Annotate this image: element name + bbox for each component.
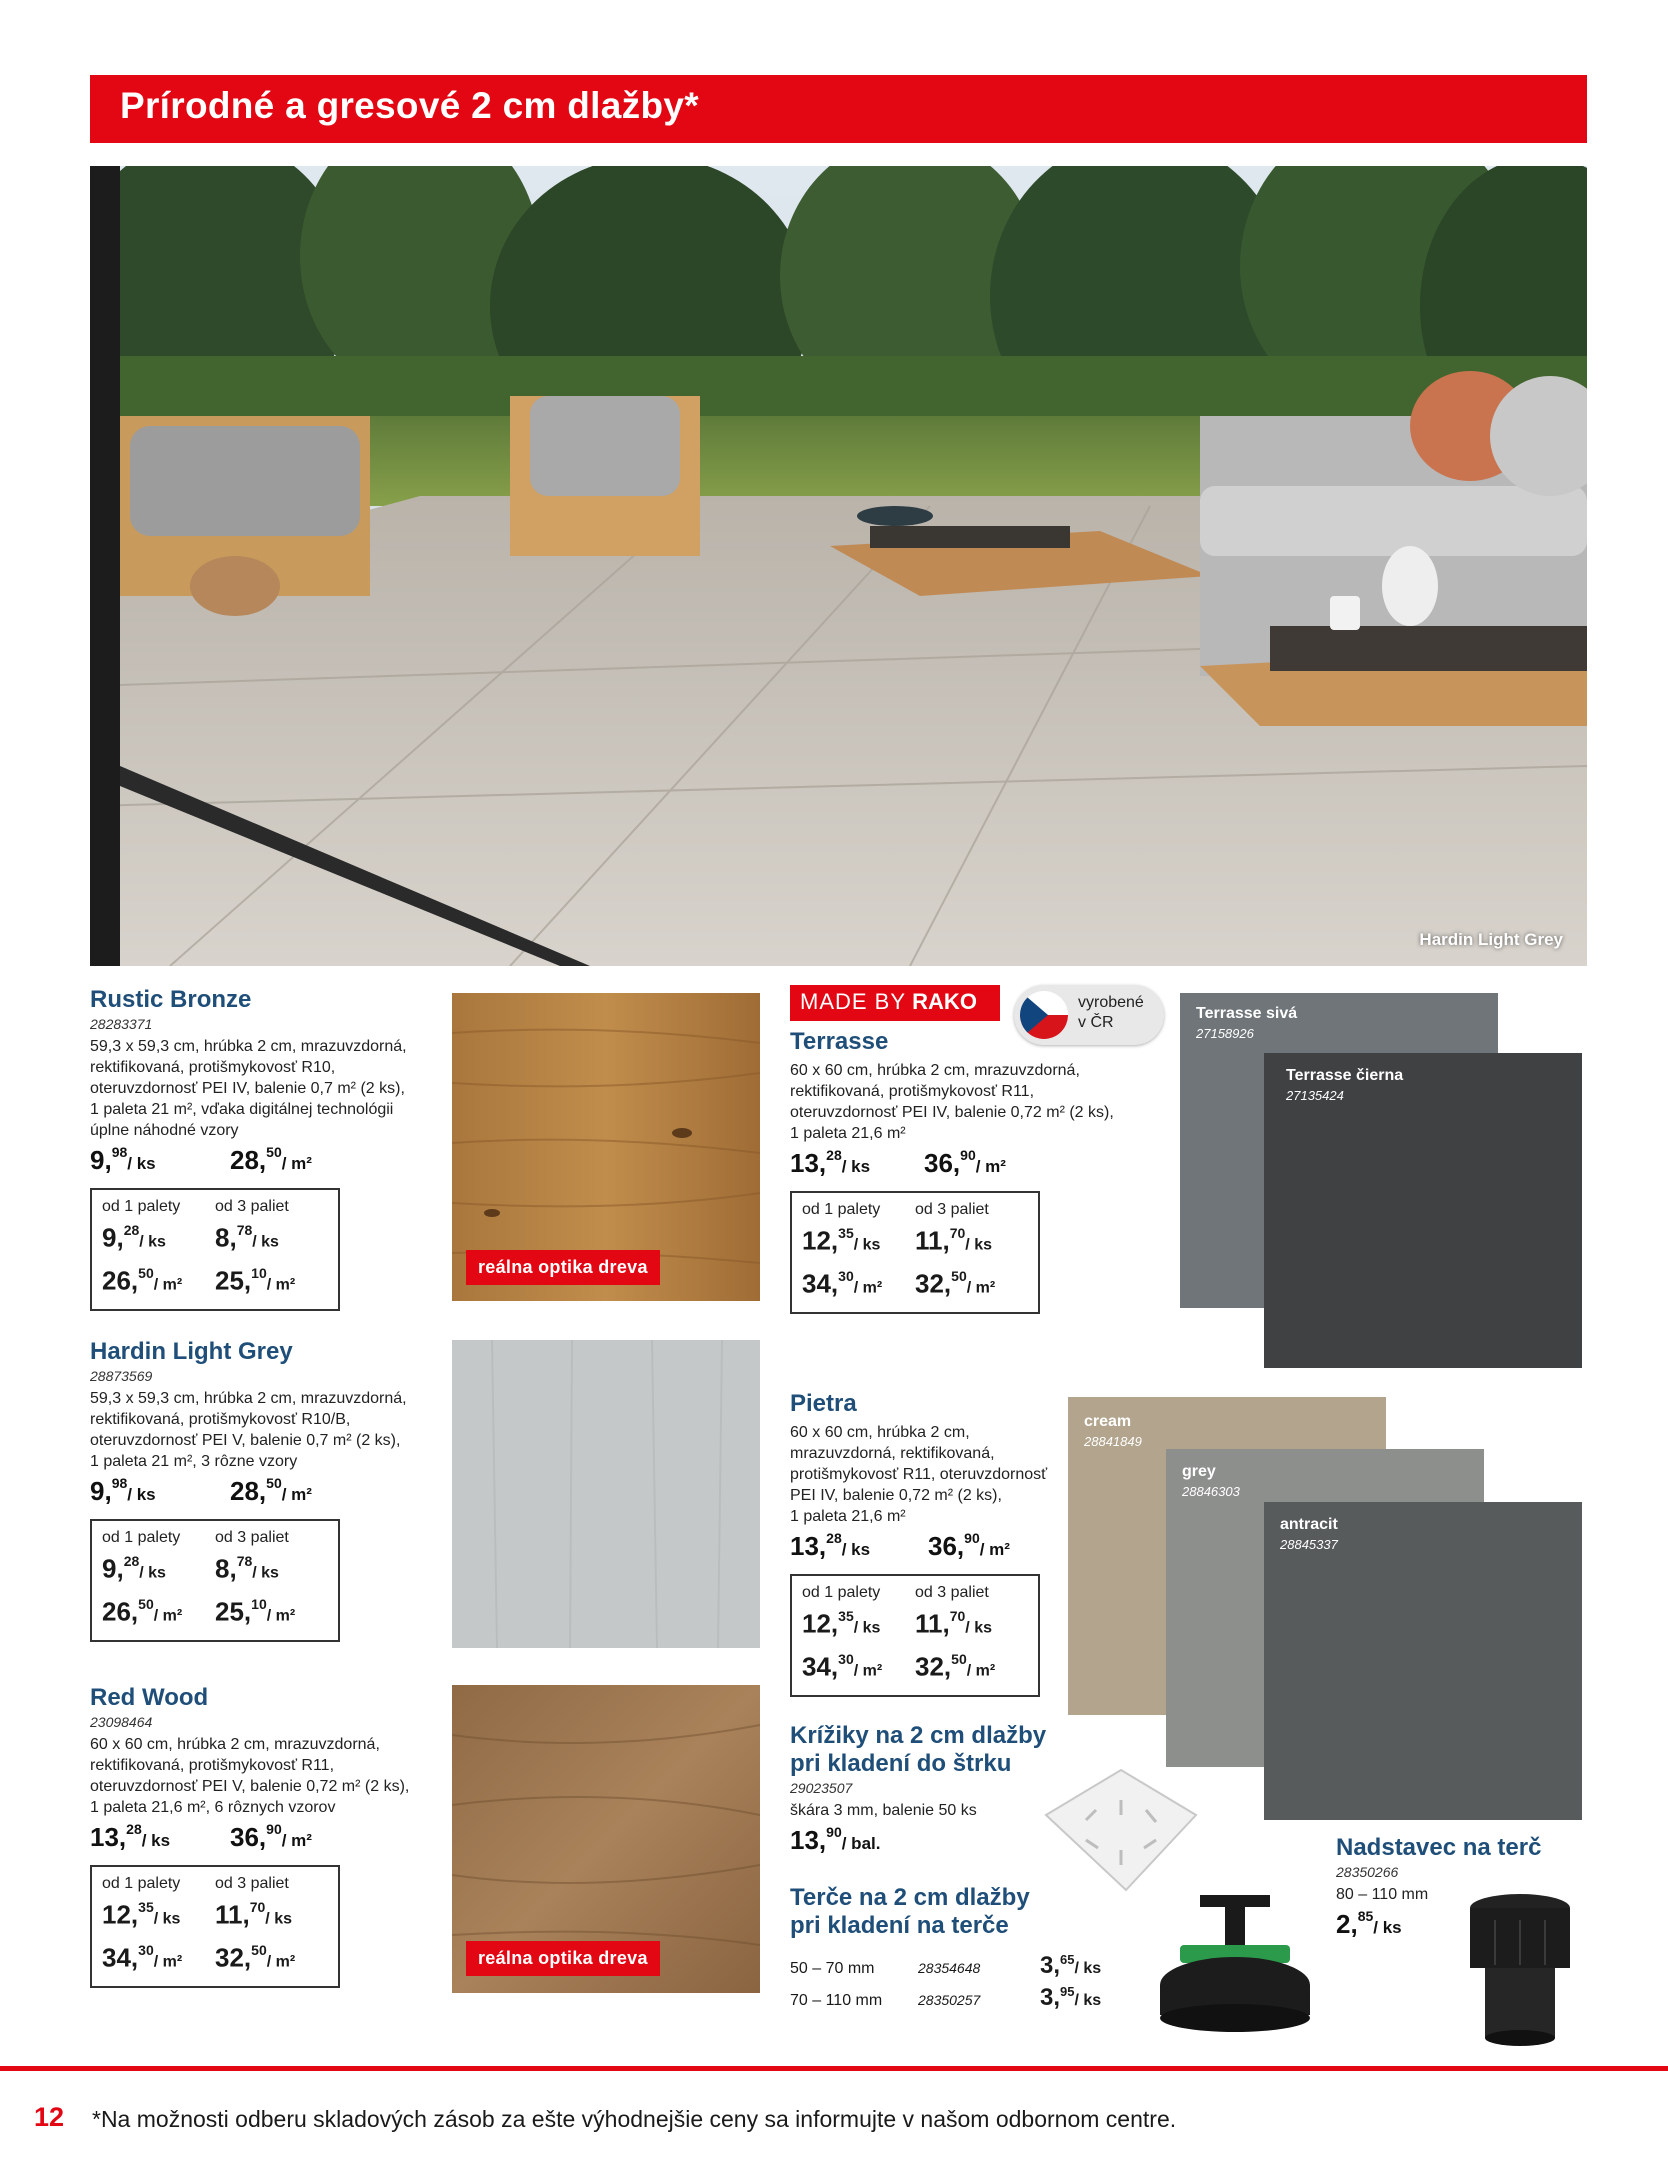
product-description: 80 – 110 mm — [1336, 1886, 1429, 1903]
extension-image — [1460, 1890, 1580, 2050]
pietra-antracit-tile — [1264, 1502, 1582, 1820]
price-per-m2: 28,50/ m² — [230, 1475, 312, 1506]
product-pietra — [790, 1390, 1080, 1697]
price-row — [790, 1148, 1170, 1179]
price-row — [90, 1822, 450, 1853]
product-description: škára 3 mm, balenie 50 ks — [790, 1802, 977, 1819]
product-description: 60 x 60 cm, hrúbka 2 cm, mrazuvzdorná, rektifikovaná, protišmykovosť R11, oteruvzdornosť PEI IV, balenie 0,72 m² (2 ks), 1 paleta 21,6 m² — [790, 1424, 1048, 1525]
price-row — [90, 1476, 450, 1507]
product-name: Krížiky na 2 cm dlažby pri kladení do štrku — [790, 1722, 1047, 1777]
price-per-piece: 9,98/ ks — [90, 1475, 156, 1506]
product-code: 28283371 — [90, 1016, 153, 1032]
price-per-m2: 36,90/ m² — [924, 1147, 1006, 1178]
product-name: Red Wood — [90, 1684, 209, 1711]
section-header — [90, 75, 1587, 143]
tier-price-box: od 1 palety od 3 paliet 12,35/ ks 11,70/ ks 34,30/ m² 32,50/ m² — [790, 1574, 1040, 1697]
hero-caption: Hardin Light Grey — [1419, 930, 1563, 949]
footer-divider — [0, 2066, 1668, 2071]
tile-label: Terrasse sivá 27158926 — [1196, 1005, 1298, 1041]
tile-label: Terrasse čierna 27135424 — [1286, 1067, 1404, 1103]
product-code: 28873569 — [90, 1368, 153, 1384]
price-per-m2: 28,50/ m² — [230, 1144, 312, 1175]
rako-badge: MADE BY RAKO — [790, 985, 1000, 1021]
patio-photo — [90, 166, 1587, 966]
hero-image — [90, 166, 1587, 966]
tile-label: antracit 28845337 — [1280, 1516, 1338, 1552]
tier-price-box: od 1 palety od 3 paliet 9,28/ ks 8,78/ ks 26,50/ m² 25,10/ m² — [90, 1188, 340, 1311]
product-description: 59,3 x 59,3 cm, hrúbka 2 cm, mrazuvzdorná, rektifikovaná, protišmykovosť R10, oteruvzdornosť PEI IV, balenie 0,7 m² (2 ks), 1 paleta 21 m², vďaka digitálnej technológii úplne náhodné vzory — [90, 1038, 407, 1139]
pedestal-icon — [1150, 1890, 1320, 2040]
price-per-m2: 36,90/ m² — [928, 1530, 1010, 1561]
wood-optics-tag: reálna optika dreva — [466, 1250, 660, 1285]
price: 2,85/ ks — [1336, 1908, 1402, 1939]
extension-icon — [1460, 1890, 1580, 2050]
product-description: 60 x 60 cm, hrúbka 2 cm, mrazuvzdorná, rektifikovaná, protišmykovosť R11, oteruvzdornosť PEI V, balenie 0,72 m² (2 ks), 1 paleta 21,6 m², 6 rôznych vzorov — [90, 1736, 410, 1816]
tile-label: grey 28846303 — [1182, 1463, 1240, 1499]
price: 13,90/ bal. — [790, 1824, 881, 1855]
terrasse-black-tile — [1264, 1053, 1582, 1368]
terce-row: 50 – 70 mm 28354648 3,65/ ks — [790, 1952, 1102, 1979]
price-row — [790, 1531, 1080, 1562]
product-hardin-light-grey — [90, 1338, 450, 1642]
footnote: *Na možnosti odberu skladových zásob za ešte výhodnejšie ceny sa informujte v našom odbornom centre. — [92, 2106, 1177, 2132]
product-name: Rustic Bronze — [90, 986, 252, 1013]
product-red-wood — [90, 1684, 450, 1988]
tier-price-box: od 1 palety od 3 paliet 9,28/ ks 8,78/ ks 26,50/ m² 25,10/ m² — [90, 1519, 340, 1642]
plastic-cross-icon — [1026, 1760, 1206, 1900]
czech-label-1: vyrobené — [1078, 994, 1144, 1011]
tier-price-box: od 1 palety od 3 paliet 12,35/ ks 11,70/ ks 34,30/ m² 32,50/ m² — [90, 1865, 340, 1988]
product-name: Terrasse — [790, 1028, 889, 1055]
tile-label: cream 28841849 — [1084, 1413, 1142, 1449]
product-name: Nadstavec na terč — [1336, 1834, 1542, 1861]
terce-rows — [790, 1952, 1110, 2016]
czech-label-2: v ČR — [1078, 1014, 1114, 1031]
pedestal-image — [1150, 1890, 1320, 2040]
hardin-swatch — [452, 1340, 760, 1648]
stone-texture — [452, 1340, 760, 1648]
product-description: 60 x 60 cm, hrúbka 2 cm, mrazuvzdorná, rektifikovaná, protišmykovosť R11, oteruvzdornosť PEI IV, balenie 0,72 m² (2 ks), 1 paleta 21,6 m² — [790, 1062, 1114, 1142]
red-wood-swatch — [452, 1685, 760, 1993]
product-name: Hardin Light Grey — [90, 1338, 293, 1365]
product-description: 59,3 x 59,3 cm, hrúbka 2 cm, mrazuvzdorná, rektifikovaná, protišmykovosť R10/B, oteruvzdornosť PEI V, balenie 0,7 m² (2 ks), 1 paleta 21 m², 3 rôzne vzory — [90, 1390, 407, 1470]
tier-price-box: od 1 palety od 3 paliet 12,35/ ks 11,70/ ks 34,30/ m² 32,50/ m² — [790, 1191, 1040, 1314]
spacer-cross-image — [1026, 1760, 1206, 1900]
price-per-piece: 13,28/ ks — [90, 1821, 171, 1852]
product-name: Terče na 2 cm dlažby pri kladení na terče — [790, 1884, 1030, 1939]
terce-row: 70 – 110 mm 28350257 3,95/ ks — [790, 1984, 1102, 2011]
price-per-piece: 13,28/ ks — [790, 1530, 871, 1561]
product-name: Pietra — [790, 1390, 857, 1417]
price-per-piece: 9,98/ ks — [90, 1144, 156, 1175]
product-code: 23098464 — [90, 1714, 153, 1730]
product-terce — [790, 1884, 1110, 2016]
rustic-bronze-swatch — [452, 993, 760, 1301]
product-code: 28350266 — [1336, 1864, 1399, 1880]
product-rustic-bronze — [90, 986, 450, 1311]
price-per-m2: 36,90/ m² — [230, 1821, 312, 1852]
section-title: Prírodné a gresové 2 cm dlažby* — [120, 85, 699, 126]
product-terrasse — [790, 1028, 1170, 1314]
page-number: 12 — [34, 2102, 65, 2132]
price-row — [90, 1145, 450, 1176]
price-per-piece: 13,28/ ks — [790, 1147, 871, 1178]
product-code: 29023507 — [790, 1780, 853, 1796]
wood-optics-tag: reálna optika dreva — [466, 1941, 660, 1976]
